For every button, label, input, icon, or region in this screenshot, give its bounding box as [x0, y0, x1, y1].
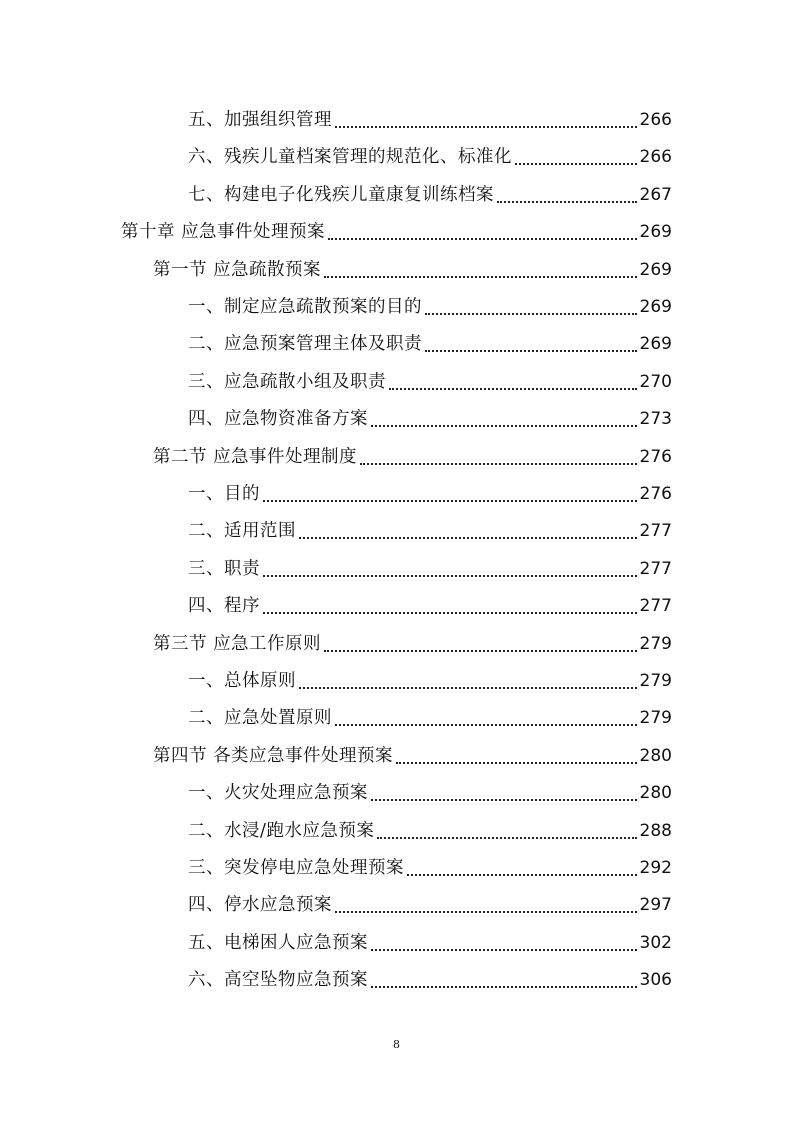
- toc-entry-title: 一、总体原则: [188, 671, 296, 691]
- toc-section-entry[interactable]: [153, 738, 672, 775]
- toc-entry-page: 280: [639, 745, 672, 766]
- toc-dot-leader: [324, 276, 636, 278]
- toc-entry-page: 269: [639, 297, 672, 317]
- toc-item-entry[interactable]: [188, 177, 672, 214]
- toc-section-entry[interactable]: [153, 439, 672, 476]
- toc-entry-title: 四、程序: [188, 596, 260, 617]
- toc-entry-page: 288: [639, 820, 672, 841]
- toc-item-entry[interactable]: [188, 588, 672, 625]
- toc-entry-page: 280: [639, 783, 672, 804]
- toc-entry-page: 267: [639, 184, 672, 205]
- toc-dot-leader: [299, 687, 637, 689]
- toc-entry-title: 四、停水应急预案: [188, 895, 332, 916]
- toc-dot-leader: [371, 799, 637, 801]
- toc-entry-page: 292: [639, 858, 672, 878]
- toc-dot-leader: [324, 650, 636, 652]
- toc-dot-leader: [371, 425, 637, 427]
- toc-entry-title: 一、火灾处理应急预案: [188, 783, 368, 804]
- toc-item-entry[interactable]: [188, 401, 672, 438]
- toc-item-entry[interactable]: [188, 476, 672, 513]
- toc-entry-title: 一、制定应急疏散预案的目的: [188, 297, 422, 317]
- toc-entry-title: 三、职责: [188, 558, 260, 579]
- toc-item-entry[interactable]: [188, 775, 672, 812]
- toc-entry-page: 277: [639, 596, 672, 617]
- toc-dot-leader: [396, 762, 636, 764]
- toc-entry-title: 第二节 应急事件处理制度: [153, 446, 358, 467]
- toc-dot-leader: [497, 201, 637, 203]
- toc-item-entry[interactable]: [188, 513, 672, 550]
- toc-entry-title: 七、构建电子化残疾儿童康复训练档案: [188, 184, 494, 205]
- toc-entry-title: 二、适用范围: [188, 521, 296, 542]
- toc-entry-title: 二、水浸/跑水应急预案: [188, 820, 375, 841]
- page-number: 8: [393, 1038, 400, 1051]
- toc-entry-title: 六、高空坠物应急预案: [188, 970, 368, 991]
- toc-entry-page: 269: [639, 259, 672, 280]
- toc-entry-title: 第四节 各类应急事件处理预案: [153, 745, 394, 766]
- toc-dot-leader: [299, 537, 637, 539]
- toc-dot-leader: [263, 575, 637, 577]
- toc-entry-page: 279: [639, 633, 672, 654]
- toc-entry-title: 三、应急疏散小组及职责: [188, 371, 386, 392]
- toc-entry-page: 297: [639, 895, 672, 916]
- toc-entry-page: 279: [639, 671, 672, 691]
- toc-entry-page: 266: [639, 110, 672, 130]
- toc-entry-page: 302: [639, 932, 672, 953]
- toc-item-entry[interactable]: [188, 962, 672, 999]
- toc-dot-leader: [335, 911, 637, 913]
- toc-entry-title: 五、加强组织管理: [188, 110, 332, 130]
- toc-dot-leader: [425, 350, 637, 352]
- toc-dot-leader: [515, 163, 637, 165]
- toc-entry-title: 五、电梯困人应急预案: [188, 932, 368, 953]
- toc-item-entry[interactable]: [188, 700, 672, 737]
- toc-entry-page: 279: [639, 708, 672, 729]
- toc-item-entry[interactable]: [188, 850, 672, 887]
- toc-item-entry[interactable]: [188, 551, 672, 588]
- toc-entry-title: 一、目的: [188, 484, 260, 504]
- toc-dot-leader: [425, 313, 637, 315]
- toc-entry-page: 277: [639, 521, 672, 542]
- toc-entry-title: 二、应急预案管理主体及职责: [188, 334, 422, 355]
- toc-entry-title: 三、突发停电应急处理预案: [188, 858, 404, 878]
- toc-item-entry[interactable]: [188, 326, 672, 363]
- toc-dot-leader: [328, 238, 636, 240]
- toc-entry-page: 273: [639, 409, 672, 430]
- toc-item-entry[interactable]: [188, 663, 672, 700]
- toc-entry-title: 第一节 应急疏散预案: [153, 259, 322, 280]
- toc-dot-leader: [371, 986, 637, 988]
- toc-item-entry[interactable]: [188, 102, 672, 139]
- toc-dot-leader: [360, 463, 636, 465]
- toc-item-entry[interactable]: [188, 364, 672, 401]
- toc-entry-title: 第十章 应急事件处理预案: [121, 222, 326, 243]
- toc-dot-leader: [263, 500, 637, 502]
- toc-entry-title: 第三节 应急工作原则: [153, 633, 322, 654]
- toc-dot-leader: [335, 724, 637, 726]
- toc-dot-leader: [377, 837, 636, 839]
- toc-item-entry[interactable]: [188, 925, 672, 962]
- toc-entry-title: 六、残疾儿童档案管理的规范化、标准化: [188, 147, 512, 168]
- toc-entry-page: 269: [639, 334, 672, 355]
- toc-entry-page: 266: [639, 147, 672, 168]
- toc-dot-leader: [263, 612, 637, 614]
- toc-entry-page: 269: [639, 222, 672, 243]
- toc-entry-title: 二、应急处置原则: [188, 708, 332, 729]
- toc-section-entry[interactable]: [153, 252, 672, 289]
- toc-dot-leader: [407, 874, 637, 876]
- toc-entry-page: 277: [639, 558, 672, 579]
- toc-entry-page: 276: [639, 484, 672, 504]
- toc-dot-leader: [335, 126, 637, 128]
- toc-chapter-entry[interactable]: [121, 214, 672, 251]
- toc-entry-page: 306: [639, 970, 672, 991]
- toc-item-entry[interactable]: [188, 139, 672, 176]
- toc-item-entry[interactable]: [188, 813, 672, 850]
- toc-dot-leader: [389, 388, 637, 390]
- toc-entry-page: 270: [639, 371, 672, 392]
- toc-item-entry[interactable]: [188, 289, 672, 326]
- toc-entry-page: 276: [639, 446, 672, 467]
- toc-section-entry[interactable]: [153, 626, 672, 663]
- toc-entry-title: 四、应急物资准备方案: [188, 409, 368, 430]
- table-of-contents: [0, 100, 793, 1000]
- toc-dot-leader: [371, 949, 637, 951]
- toc-item-entry[interactable]: [188, 887, 672, 924]
